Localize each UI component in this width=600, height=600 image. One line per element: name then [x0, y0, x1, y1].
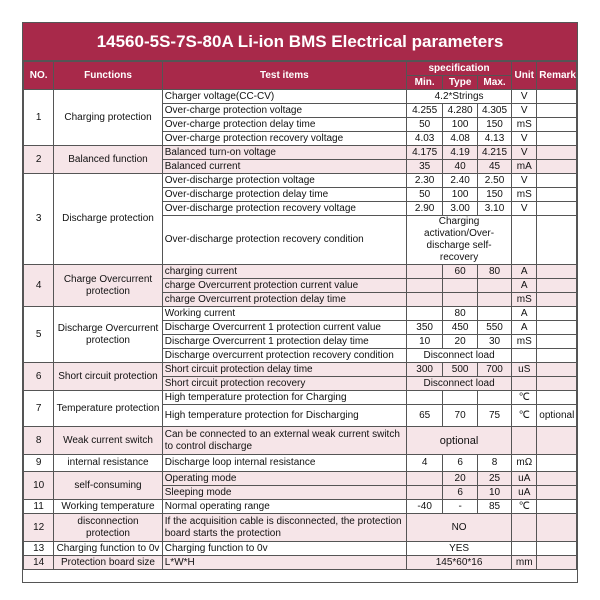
- test-item: Short circuit protection recovery: [162, 377, 406, 391]
- table-row: [24, 265, 577, 279]
- spec-max: [477, 307, 511, 321]
- spec-max: 8: [477, 455, 511, 472]
- function-name: Weak current switch: [54, 427, 163, 455]
- spec-min: -40: [406, 500, 443, 514]
- unit-cell: [512, 427, 537, 455]
- test-item: High temperature protection for Charging: [162, 391, 406, 405]
- spec-min: 350: [406, 321, 443, 335]
- spec-max: 75: [477, 405, 511, 427]
- spec-max: 3.10: [477, 202, 511, 216]
- remark-cell: [537, 455, 577, 472]
- unit-cell: V: [512, 132, 537, 146]
- table-row: [24, 307, 577, 321]
- spec-type: 4.19: [443, 146, 477, 160]
- table-row: [24, 363, 577, 377]
- spec-max: 150: [477, 188, 511, 202]
- spec-type: 6: [443, 455, 477, 472]
- remark-cell: [537, 279, 577, 293]
- spec-type: 500: [443, 363, 477, 377]
- spec-type: 450: [443, 321, 477, 335]
- row-number: 2: [24, 146, 54, 174]
- unit-cell: ℃: [512, 500, 537, 514]
- remark-cell: [537, 486, 577, 500]
- function-name: Charging function to 0v: [54, 542, 163, 556]
- unit-cell: [512, 542, 537, 556]
- spec-merged: Charging activation/Over-discharge self-recovery: [406, 216, 511, 265]
- spec-min: 50: [406, 118, 443, 132]
- table-row: [24, 90, 577, 104]
- remark-cell: [537, 472, 577, 486]
- unit-cell: [512, 514, 537, 542]
- table-row: [24, 500, 577, 514]
- test-item: Over-discharge protection recovery condition: [162, 216, 406, 265]
- test-item: Balanced current: [162, 160, 406, 174]
- spec-max: 550: [477, 321, 511, 335]
- parameters-table: [23, 61, 577, 570]
- table-row: [24, 146, 577, 160]
- table-row: [24, 542, 577, 556]
- row-number: 5: [24, 307, 54, 363]
- test-item: Over-charge protection recovery voltage: [162, 132, 406, 146]
- test-item: High temperature protection for Discharging: [162, 405, 406, 427]
- header-max: Max.: [477, 76, 511, 90]
- remark-cell: [537, 500, 577, 514]
- function-name: Temperature protection: [54, 391, 163, 427]
- unit-cell: A: [512, 279, 537, 293]
- spec-type: -: [443, 500, 477, 514]
- unit-cell: mm: [512, 556, 537, 570]
- unit-cell: V: [512, 202, 537, 216]
- test-item: Over-discharge protection recovery voltage: [162, 202, 406, 216]
- row-number: 1: [24, 90, 54, 146]
- test-item: Can be connected to an external weak current switch to control discharge: [162, 427, 406, 455]
- spec-min: [406, 279, 443, 293]
- unit-cell: A: [512, 321, 537, 335]
- spec-merged: 4.2*Strings: [406, 90, 511, 104]
- sheet-title: 14560-5S-7S-80A Li-ion BMS Electrical parameters: [23, 23, 577, 61]
- unit-cell: [512, 349, 537, 363]
- unit-cell: [512, 216, 537, 265]
- spec-type: 6: [443, 486, 477, 500]
- spec-type: 20: [443, 472, 477, 486]
- spec-max: 85: [477, 500, 511, 514]
- test-item: Over-charge protection voltage: [162, 104, 406, 118]
- test-item: Operating mode: [162, 472, 406, 486]
- unit-cell: uA: [512, 486, 537, 500]
- remark-cell: [537, 542, 577, 556]
- spec-type: [443, 279, 477, 293]
- spec-min: [406, 293, 443, 307]
- unit-cell: V: [512, 146, 537, 160]
- unit-cell: [512, 377, 537, 391]
- header-functions: Functions: [54, 62, 163, 90]
- remark-cell: [537, 514, 577, 542]
- remark-cell: [537, 556, 577, 570]
- row-number: 13: [24, 542, 54, 556]
- spec-type: [443, 293, 477, 307]
- spec-merged: 145*60*16: [406, 556, 511, 570]
- remark-cell: [537, 132, 577, 146]
- remark-cell: [537, 363, 577, 377]
- remark-cell: [537, 335, 577, 349]
- spec-type: 100: [443, 188, 477, 202]
- function-name: Charging protection: [54, 90, 163, 146]
- spec-max: 30: [477, 335, 511, 349]
- spec-min: [406, 265, 443, 279]
- remark-cell: [537, 377, 577, 391]
- table-row: [24, 455, 577, 472]
- spec-merged: NO: [406, 514, 511, 542]
- spec-type: 100: [443, 118, 477, 132]
- spec-max: 4.13: [477, 132, 511, 146]
- spec-type: 3.00: [443, 202, 477, 216]
- spec-max: 2.50: [477, 174, 511, 188]
- spec-min: [406, 472, 443, 486]
- header-remark: Remark: [537, 62, 577, 90]
- unit-cell: uA: [512, 472, 537, 486]
- spec-min: 10: [406, 335, 443, 349]
- table-row: [24, 556, 577, 570]
- remark-cell: [537, 202, 577, 216]
- function-name: internal resistance: [54, 455, 163, 472]
- row-number: 7: [24, 391, 54, 427]
- parameter-sheet: [22, 22, 578, 583]
- remark-cell: [537, 391, 577, 405]
- function-name: Charge Overcurrent protection: [54, 265, 163, 307]
- table-row: [24, 174, 577, 188]
- spec-min: 4: [406, 455, 443, 472]
- spec-min: [406, 486, 443, 500]
- test-item: Charging function to 0v: [162, 542, 406, 556]
- spec-max: [477, 391, 511, 405]
- table-row: [24, 514, 577, 542]
- spec-min: 35: [406, 160, 443, 174]
- spec-max: 700: [477, 363, 511, 377]
- test-item: Discharge overcurrent protection recovery condition: [162, 349, 406, 363]
- spec-type: 4.08: [443, 132, 477, 146]
- spec-min: 300: [406, 363, 443, 377]
- spec-max: 80: [477, 265, 511, 279]
- spec-min: 4.175: [406, 146, 443, 160]
- row-number: 11: [24, 500, 54, 514]
- spec-type: 20: [443, 335, 477, 349]
- spec-max: 150: [477, 118, 511, 132]
- remark-cell: optional: [537, 405, 577, 427]
- unit-cell: mS: [512, 188, 537, 202]
- spec-type: 80: [443, 307, 477, 321]
- remark-cell: [537, 104, 577, 118]
- remark-cell: [537, 160, 577, 174]
- unit-cell: V: [512, 174, 537, 188]
- spec-type: [443, 391, 477, 405]
- remark-cell: [537, 307, 577, 321]
- unit-cell: ℃: [512, 405, 537, 427]
- spec-merged: Disconnect load: [406, 377, 511, 391]
- unit-cell: ℃: [512, 391, 537, 405]
- test-item: charge Overcurrent protection current value: [162, 279, 406, 293]
- function-name: Working temperature: [54, 500, 163, 514]
- spec-merged: YES: [406, 542, 511, 556]
- parameters-body: [24, 90, 577, 570]
- remark-cell: [537, 265, 577, 279]
- row-number: 8: [24, 427, 54, 455]
- unit-cell: A: [512, 265, 537, 279]
- function-name: Short circuit protection: [54, 363, 163, 391]
- spec-min: 65: [406, 405, 443, 427]
- row-number: 3: [24, 174, 54, 265]
- row-number: 6: [24, 363, 54, 391]
- test-item: Sleeping mode: [162, 486, 406, 500]
- test-item: Over-discharge protection delay time: [162, 188, 406, 202]
- test-item: Normal operating range: [162, 500, 406, 514]
- test-item: Short circuit protection delay time: [162, 363, 406, 377]
- test-item: charging current: [162, 265, 406, 279]
- unit-cell: mS: [512, 118, 537, 132]
- remark-cell: [537, 118, 577, 132]
- spec-min: 4.03: [406, 132, 443, 146]
- remark-cell: [537, 321, 577, 335]
- test-item: Discharge Overcurrent 1 protection current value: [162, 321, 406, 335]
- function-name: self-consuming: [54, 472, 163, 500]
- header-min: Min.: [406, 76, 443, 90]
- unit-cell: mA: [512, 160, 537, 174]
- spec-max: [477, 293, 511, 307]
- unit-cell: V: [512, 104, 537, 118]
- function-name: Balanced function: [54, 146, 163, 174]
- test-item: Charger voltage(CC-CV): [162, 90, 406, 104]
- remark-cell: [537, 174, 577, 188]
- header-type: Type: [443, 76, 477, 90]
- function-name: Discharge protection: [54, 174, 163, 265]
- test-item: Discharge Overcurrent 1 protection delay time: [162, 335, 406, 349]
- unit-cell: mΩ: [512, 455, 537, 472]
- row-number: 12: [24, 514, 54, 542]
- remark-cell: [537, 293, 577, 307]
- unit-cell: A: [512, 307, 537, 321]
- spec-max: 4.305: [477, 104, 511, 118]
- function-name: disconnection protection: [54, 514, 163, 542]
- table-row: [24, 472, 577, 486]
- test-item: Over-discharge protection voltage: [162, 174, 406, 188]
- unit-cell: mS: [512, 335, 537, 349]
- spec-max: 4.215: [477, 146, 511, 160]
- spec-type: 2.40: [443, 174, 477, 188]
- spec-min: 50: [406, 188, 443, 202]
- remark-cell: [537, 349, 577, 363]
- remark-cell: [537, 146, 577, 160]
- spec-min: [406, 391, 443, 405]
- test-item: Discharge loop internal resistance: [162, 455, 406, 472]
- spec-max: 45: [477, 160, 511, 174]
- test-item: Over-charge protection delay time: [162, 118, 406, 132]
- row-number: 10: [24, 472, 54, 500]
- table-row: [24, 391, 577, 405]
- test-item: L*W*H: [162, 556, 406, 570]
- test-item: If the acquisition cable is disconnected, the protection board starts the protection: [162, 514, 406, 542]
- table-row: [24, 427, 577, 455]
- header-specification: specification: [406, 62, 511, 76]
- remark-cell: [537, 188, 577, 202]
- remark-cell: [537, 427, 577, 455]
- spec-min: 2.30: [406, 174, 443, 188]
- spec-min: 4.255: [406, 104, 443, 118]
- header-test-items: Test items: [162, 62, 406, 90]
- test-item: charge Overcurrent protection delay time: [162, 293, 406, 307]
- spec-max: 25: [477, 472, 511, 486]
- remark-cell: [537, 216, 577, 265]
- row-number: 9: [24, 455, 54, 472]
- row-number: 4: [24, 265, 54, 307]
- unit-cell: uS: [512, 363, 537, 377]
- spec-type: 60: [443, 265, 477, 279]
- function-name: Discharge Overcurrent protection: [54, 307, 163, 363]
- test-item: Working current: [162, 307, 406, 321]
- function-name: Protection board size: [54, 556, 163, 570]
- spec-type: 4.280: [443, 104, 477, 118]
- spec-merged: optional: [406, 427, 511, 455]
- remark-cell: [537, 90, 577, 104]
- spec-max: 10: [477, 486, 511, 500]
- test-item: Balanced turn-on voltage: [162, 146, 406, 160]
- header-unit: Unit: [512, 62, 537, 90]
- unit-cell: mS: [512, 293, 537, 307]
- header-no: NO.: [24, 62, 54, 90]
- spec-min: 2.90: [406, 202, 443, 216]
- spec-type: 70: [443, 405, 477, 427]
- spec-max: [477, 279, 511, 293]
- spec-merged: Disconnect load: [406, 349, 511, 363]
- spec-min: [406, 307, 443, 321]
- spec-type: 40: [443, 160, 477, 174]
- row-number: 14: [24, 556, 54, 570]
- unit-cell: V: [512, 90, 537, 104]
